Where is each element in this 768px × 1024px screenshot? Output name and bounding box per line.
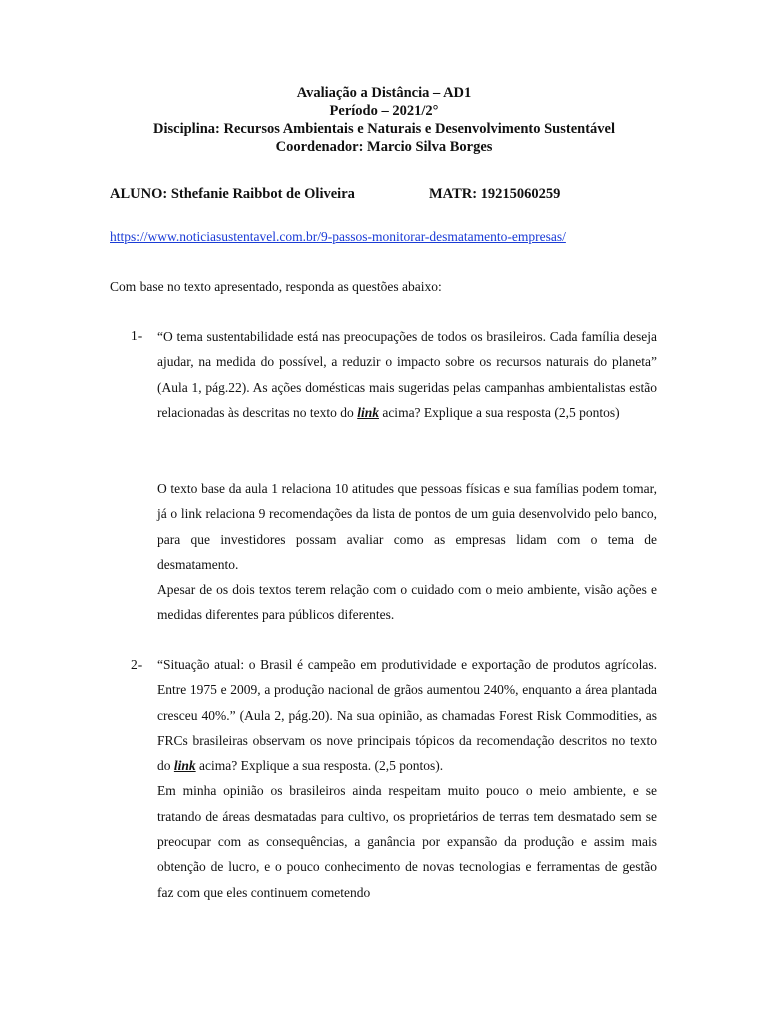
question-1-number: 1-: [131, 328, 143, 343]
question-1-text-before: “O tema sustentabilidade está nas preocupações de todos os brasileiros. Cada família deseja ajudar, na medida do possível, a reduzir o impacto sobre os recursos naturais do planeta” (Aula 1, pág.22). As ações domésticas mais sugeridas pelas campanhas ambientalistas estão relacionadas às descritas no texto do: [157, 329, 657, 420]
intro-text: Com base no texto apresentado, responda as questões abaixo:: [110, 279, 442, 294]
question-1-text: [157, 324, 657, 425]
question-1-text-after: acima? Explique a sua resposta (2,5 pontos): [378, 404, 620, 420]
header-coordinator: Coordenador: Marcio Silva Borges: [275, 139, 493, 155]
question-1-link-word[interactable]: link: [357, 404, 379, 420]
question-2-text: [157, 652, 657, 778]
student-name: ALUNO: Sthefanie Raibbot de Oliveira: [110, 186, 355, 202]
question-2-text-after: acima? Explique a sua resposta. (2,5 pontos).: [195, 758, 444, 774]
header-period: Período – 2021/2°: [329, 103, 439, 119]
question-2-text-before: “Situação atual: o Brasil é campeão em produtividade e exportação de produtos agrícolas. Entre 1975 e 2009, a produção nacional de grãos aumentou 240%, enquanto a área plantada cresceu 40%.” (Aula 2, pág.20). Na sua opinião, as chamadas Forest Risk Commodities, as FRCs brasileiras observam os nove principais tópicos da recomendação descritos no texto do: [157, 657, 657, 774]
question-2: [157, 652, 657, 905]
question-1: [157, 324, 657, 425]
answer-1: [157, 476, 657, 628]
header-discipline: Disciplina: Recursos Ambientais e Naturais e Desenvolvimento Sustentável: [153, 121, 615, 137]
student-matr: MATR: 19215060259: [429, 186, 561, 202]
answer-2-paragraph-1: Em minha opinião os brasileiros ainda respeitam muito pouco o meio ambiente, e se tratando de áreas desmatadas para cultivo, os proprietários de terras tem desmatado sem se preocupar com as consequências, a ganância por expansão da produção e assim mais obtenção de lucro, e o pouco conhecimento de novas tecnologias e ferramentas de gestão faz com que eles continuem cometendo: [157, 783, 657, 900]
question-2-link-word[interactable]: link: [173, 758, 196, 774]
question-2-number: 2-: [131, 657, 143, 672]
answer-1-paragraph-2: Apesar de os dois textos terem relação com o cuidado com o meio ambiente, visão ações e medidas diferentes para públicos diferentes.: [157, 582, 657, 623]
document-header: [0, 84, 768, 156]
answer-1-paragraph-1: O texto base da aula 1 relaciona 10 atitudes que pessoas físicas e sua famílias podem tomar, já o link relaciona 9 recomendações da lista de pontos de um guia desenvolvido pelo banco, para que investidores possam avaliar como as empresas lidam com o tema de desmatamento.: [157, 481, 657, 572]
reference-link[interactable]: https://www.noticiasustentavel.com.br/9-passos-monitorar-desmatamento-empresas/: [110, 229, 566, 244]
header-title: Avaliação a Distância – AD1: [296, 85, 472, 101]
